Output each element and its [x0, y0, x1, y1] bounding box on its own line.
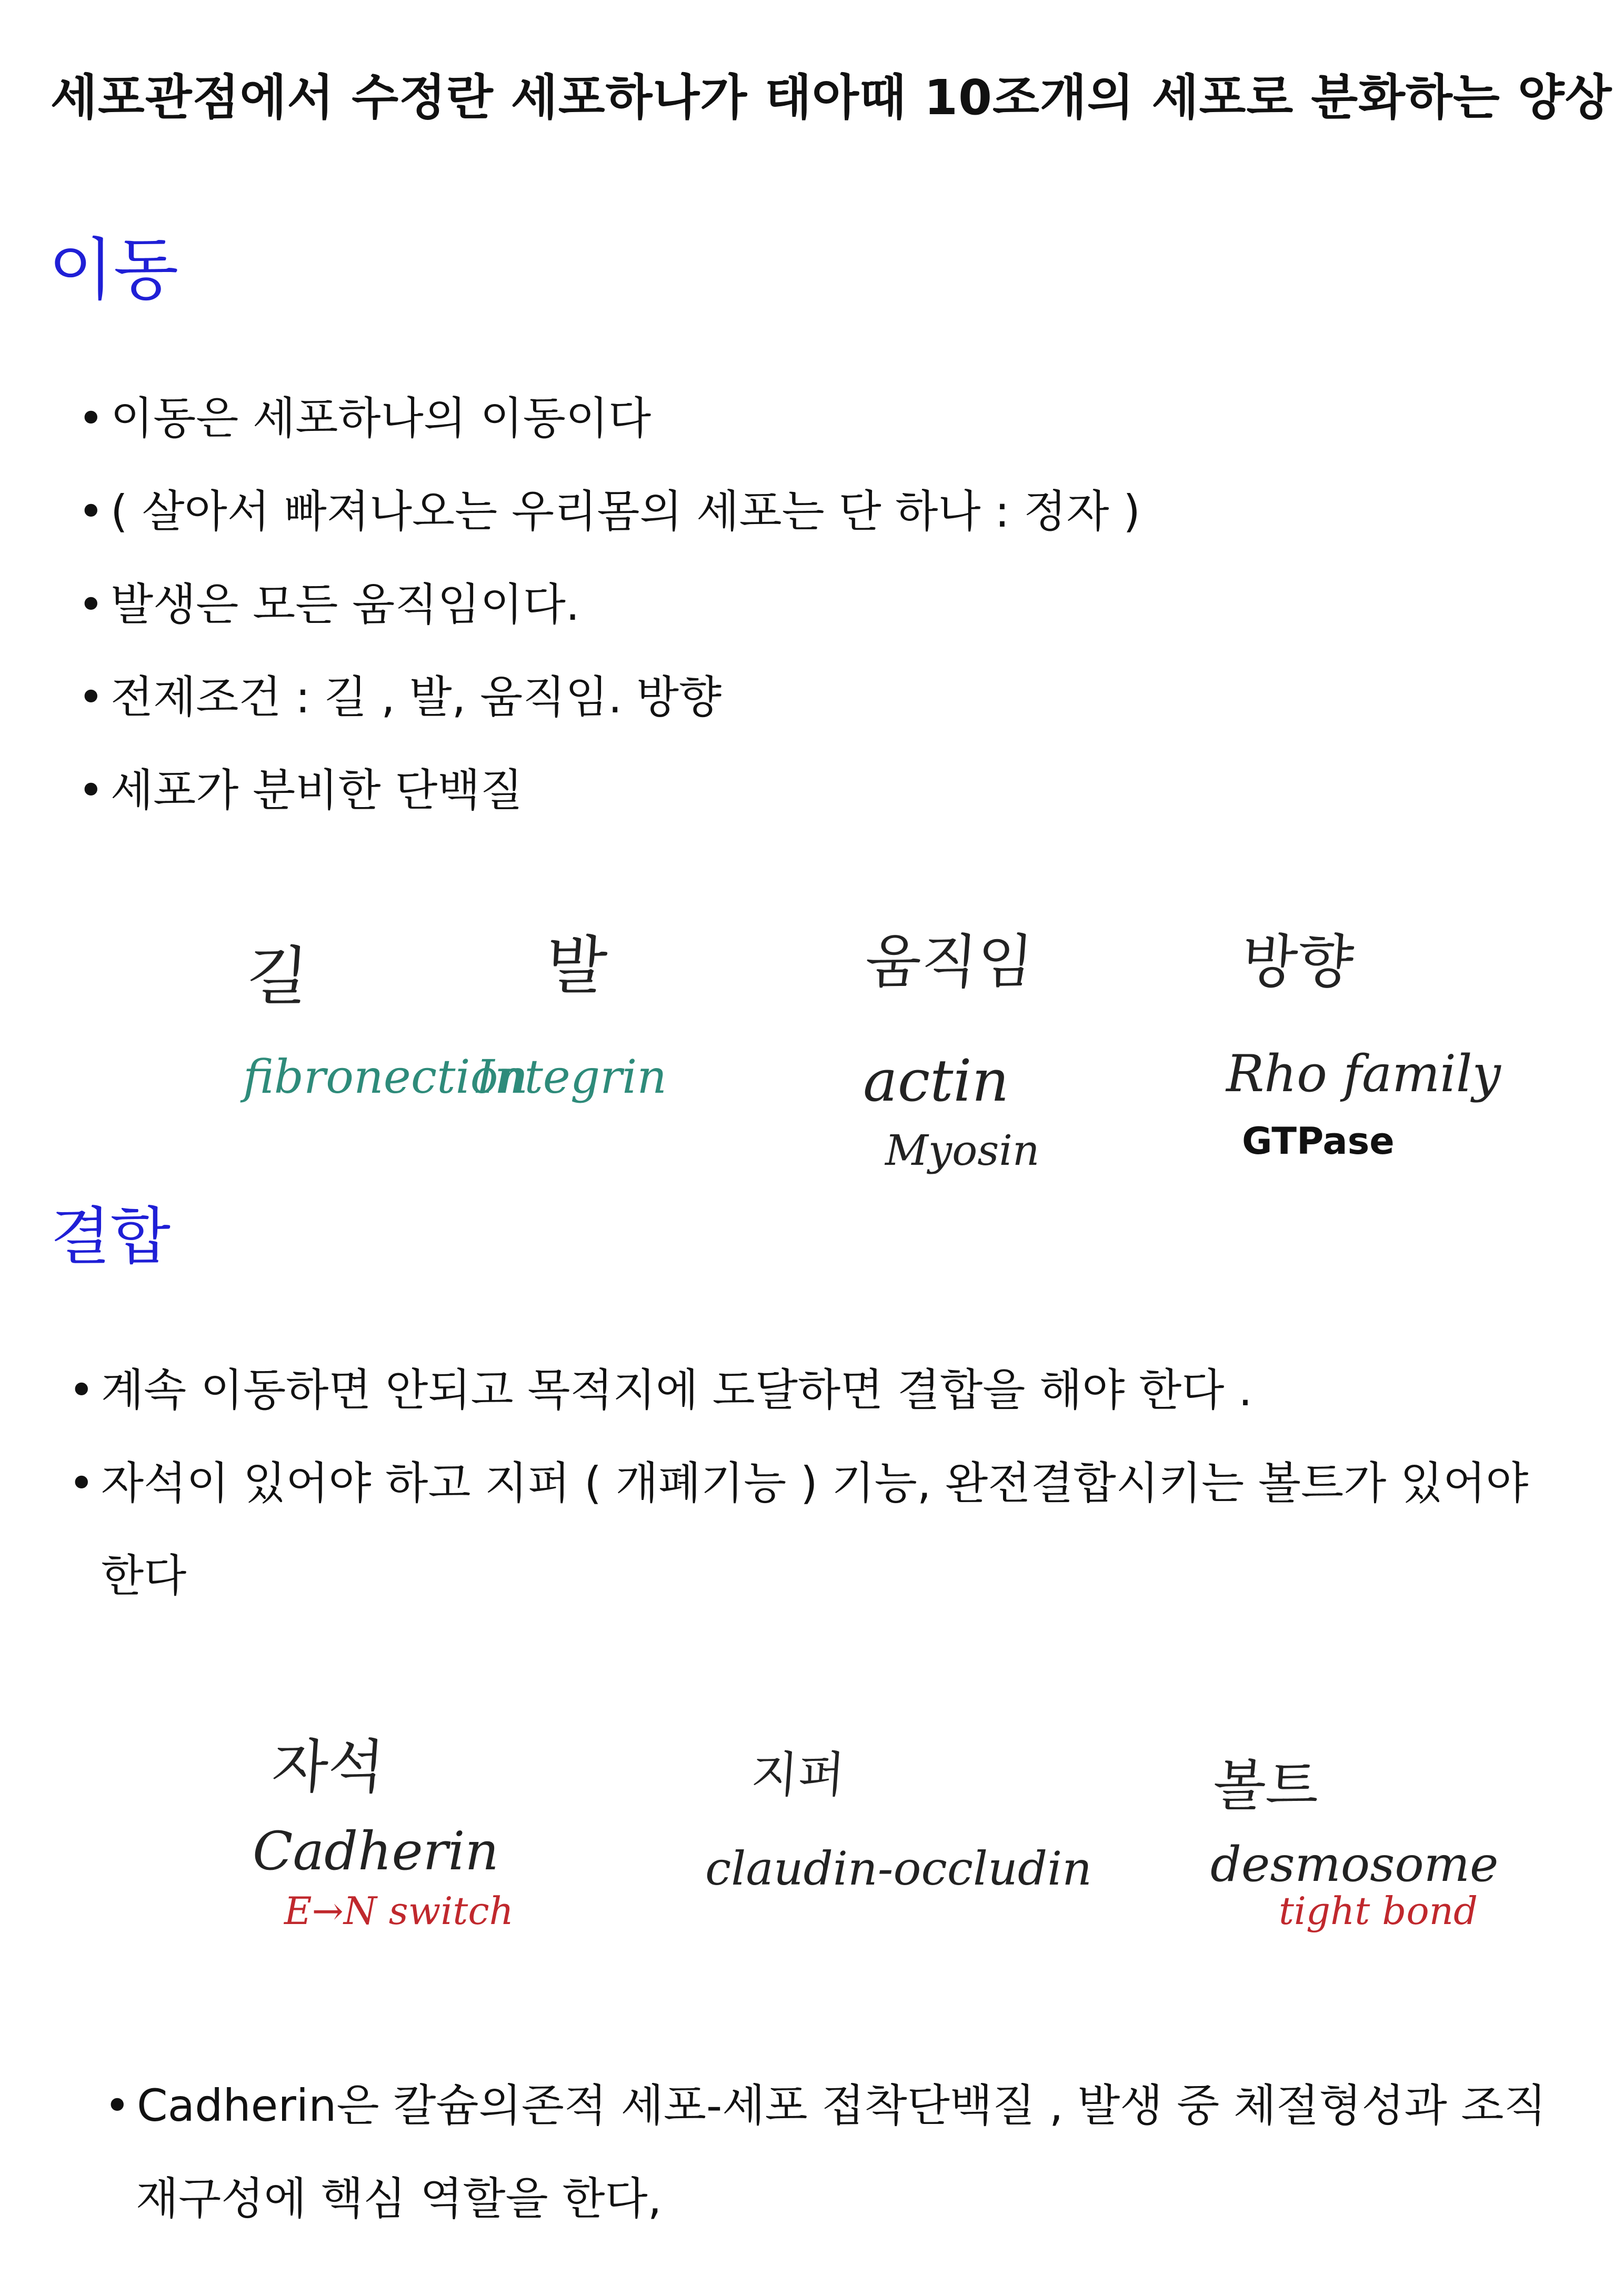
list-item-continuation: 한다 [101, 1550, 187, 1602]
list-item-continuation: 재구성에 핵심 역할을 한다, [136, 2173, 662, 2224]
list-item: • ( 살아서 빠져나오는 우리몸의 세포는 단 하나 : 정자 ) [78, 486, 1141, 537]
page-title: 세포관점에서 수정란 세포하나가 태아때 10조개의 세포로 분화하는 양상 [51, 69, 1612, 126]
figure-term-actin: actin [863, 1047, 1009, 1114]
figure-label-bolt: 볼트 [1211, 1754, 1321, 1818]
figure-term-myosin: Myosin [885, 1126, 1040, 1175]
section-heading-binding: 결합 [51, 1200, 171, 1273]
figure-label-zipper: 지퍼 [749, 1747, 847, 1803]
figure-label-foot: 발 [543, 930, 610, 1003]
list-item: • 발생은 모든 움직임이다. [78, 579, 580, 630]
list-item: • Cadherin은 칼슘의존적 세포-세포 접착단백질 , 발생 중 체절형성과 조직 [104, 2080, 1547, 2131]
figure-term-fibronection: fibronection [243, 1050, 528, 1104]
list-item: • 자석이 있어야 하고 지퍼 ( 개폐기능 ) 기능, 완전결합시키는 볼트가 있어야 [68, 1457, 1529, 1509]
figure-note-e-n-switch: E→N switch [284, 1889, 514, 1933]
figure-term-claudin-occludin: claudin-occludin [705, 1841, 1092, 1896]
section-heading-movement: 이동 [48, 231, 179, 309]
figure-label-direction: 방향 [1239, 928, 1356, 995]
list-item: • 계속 이동하면 안되고 목적지에 도달하면 결합을 해야 한다 . [68, 1364, 1252, 1416]
figure-term-rho-family: Rho family [1226, 1044, 1501, 1103]
figure-term-cadherin: Cadherin [253, 1820, 499, 1882]
figure-term-gtpase: GTPase [1242, 1120, 1395, 1163]
list-item: • 이동은 세포하나의 이동이다 [78, 392, 651, 444]
figure-term-integrin: Integrin [476, 1050, 667, 1104]
figure-note-tight-bond: tight bond [1279, 1889, 1478, 1933]
figure-term-desmosome: desmosome [1210, 1836, 1499, 1892]
list-item: • 세포가 분비한 단백질 [78, 764, 523, 816]
list-item: • 전제조건 : 길 , 발, 움직임. 방향 [78, 671, 722, 723]
figure-label-motion: 움직임 [863, 928, 1036, 995]
figure-label-road: 길 [244, 940, 311, 1013]
figure-label-magnet: 자석 [269, 1733, 387, 1800]
